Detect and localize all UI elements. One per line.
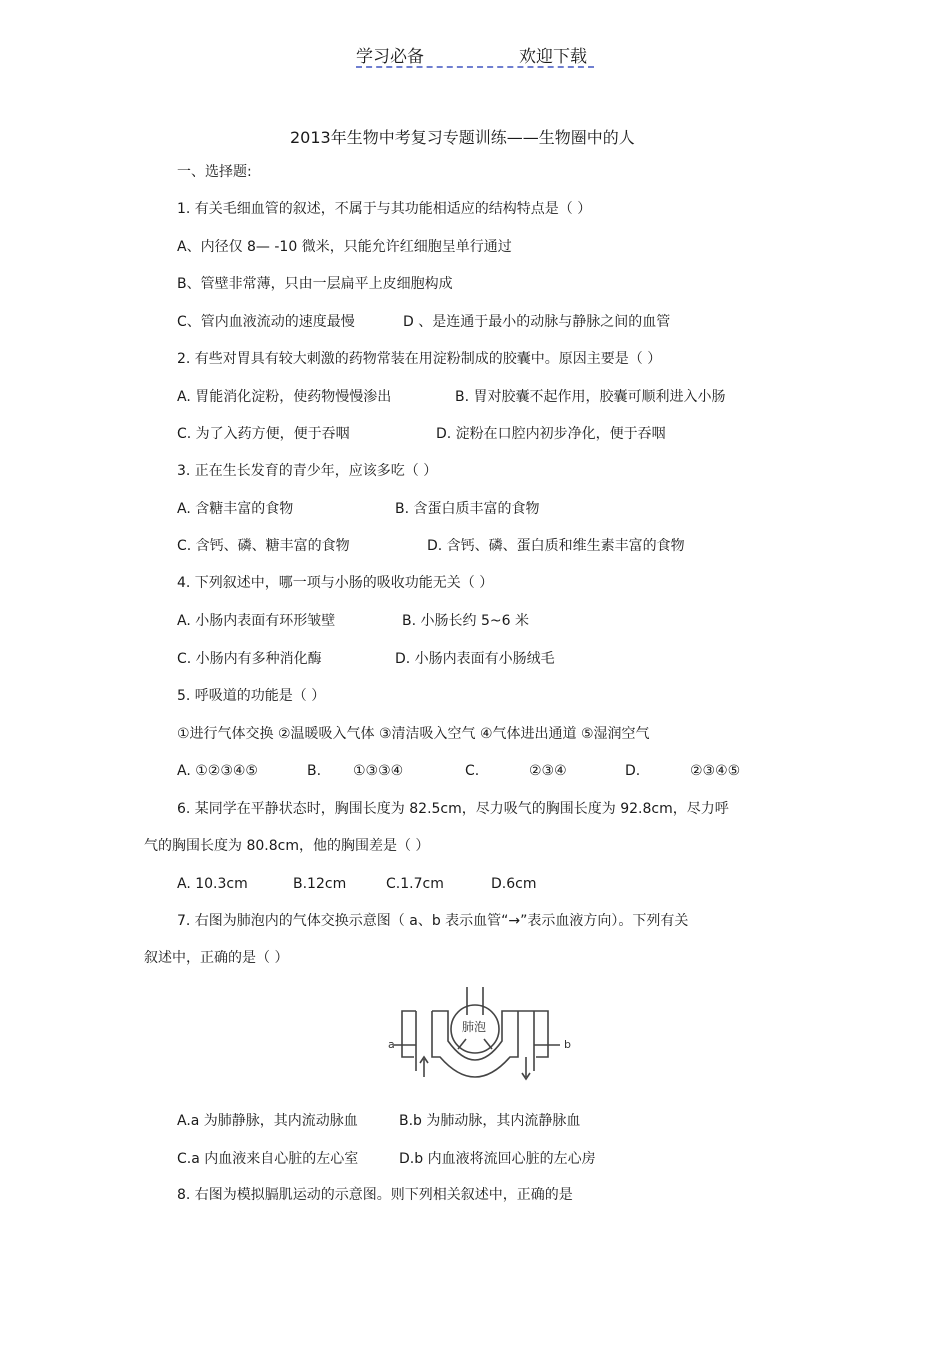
q2-stem: 2. 有些对胃具有较大刺激的药物常装在用淀粉制成的胶囊中。原因主要是（ ）: [177, 351, 662, 367]
q7-stem-line2: 叙述中，正确的是（ ）: [144, 950, 289, 966]
q2-option-b: B. 胃对胶囊不起作用，胶囊可顺利进入小肠: [455, 389, 726, 405]
q4-option-c: C. 小肠内有多种消化酶: [177, 651, 322, 667]
q6-option-d: D.6cm: [491, 876, 537, 892]
q5-items: ①进行气体交换 ②温暖吸入气体 ③清洁吸入空气 ④气体进出通道 ⑤湿润空气: [177, 726, 650, 742]
alveolus-gas-exchange-figure: [388, 985, 580, 1091]
header-right-text: 欢迎下载: [519, 47, 587, 67]
alveolus-label: 肺泡: [462, 1020, 487, 1034]
q2-option-c: C. 为了入药方便，便于吞咽: [177, 426, 350, 442]
q7-option-c: C.a 内血液来自心脏的左心室: [177, 1151, 359, 1167]
vessel-b-label: b: [564, 1038, 571, 1051]
q6-option-c: C.1.7cm: [386, 876, 444, 892]
q5-option-c-value: ②③④: [529, 763, 567, 779]
document-title: 2013年生物中考复习专题训练——生物圈中的人: [290, 128, 635, 147]
q1-stem: 1. 有关毛细血管的叙述，不属于与其功能相适应的结构特点是（ ）: [177, 201, 592, 217]
q6-stem-line1: 6. 某同学在平静状态时，胸围长度为 82.5cm，尽力吸气的胸围长度为 92.8cm，尽力呼: [177, 801, 729, 817]
q5-option-c: C.: [465, 763, 480, 779]
q5-option-d: D.: [625, 763, 641, 779]
q4-option-d: D. 小肠内表面有小肠绒毛: [395, 651, 555, 667]
q3-stem: 3. 正在生长发育的青少年，应该多吃（ ）: [177, 463, 438, 479]
q5-option-b-value: ①③③④: [353, 763, 404, 779]
q6-option-a: A. 10.3cm: [177, 876, 248, 892]
q3-option-c: C. 含钙、磷、糖丰富的食物: [177, 538, 350, 554]
q7-option-a: A.a 为肺静脉，其内流动脉血: [177, 1113, 358, 1129]
q5-stem: 5. 呼吸道的功能是（ ）: [177, 688, 326, 704]
q8-stem: 8. 右图为模拟膈肌运动的示意图。则下列相关叙述中，正确的是: [177, 1187, 573, 1203]
q3-option-a: A. 含糖丰富的食物: [177, 501, 294, 517]
q1-option-b: B、管壁非常薄，只由一层扁平上皮细胞构成: [177, 276, 453, 292]
q5-option-a: A. ①②③④⑤: [177, 763, 258, 779]
q6-stem-line2: 气的胸围长度为 80.8cm，他的胸围差是（ ）: [144, 838, 430, 854]
section-heading: 一、选择题:: [177, 164, 252, 180]
q4-option-b: B. 小肠长约 5~6 米: [402, 613, 529, 629]
q1-option-c: C、管内血液流动的速度最慢: [177, 314, 355, 330]
q7-option-b: B.b 为肺动脉，其内流静脉血: [399, 1113, 581, 1129]
q1-option-d: D 、是连通于最小的动脉与静脉之间的血管: [403, 314, 671, 330]
q6-option-b: B.12cm: [293, 876, 347, 892]
q2-option-d: D. 淀粉在口腔内初步净化，便于吞咽: [436, 426, 666, 442]
q4-option-a: A. 小肠内表面有环形皱壁: [177, 613, 336, 629]
q7-stem-line1: 7. 右图为肺泡内的气体交换示意图（ a、b 表示血管“→”表示血液方向）。下列有关: [177, 913, 689, 929]
q7-option-d: D.b 内血液将流回心脏的左心房: [399, 1151, 596, 1167]
header-left-text: 学习必备: [356, 47, 424, 67]
q5-option-d-value: ②③④⑤: [690, 763, 741, 779]
page-header: [356, 42, 594, 68]
q4-stem: 4. 下列叙述中，哪一项与小肠的吸收功能无关（ ）: [177, 575, 494, 591]
q1-option-a: A、内径仅 8— -10 微米，只能允许红细胞呈单行通过: [177, 239, 512, 255]
q5-option-b: B.: [307, 763, 322, 779]
vessel-a-label: a: [388, 1038, 395, 1051]
q2-option-a: A. 胃能消化淀粉，使药物慢慢渗出: [177, 389, 392, 405]
q3-option-d: D. 含钙、磷、蛋白质和维生素丰富的食物: [427, 538, 685, 554]
q3-option-b: B. 含蛋白质丰富的食物: [395, 501, 540, 517]
